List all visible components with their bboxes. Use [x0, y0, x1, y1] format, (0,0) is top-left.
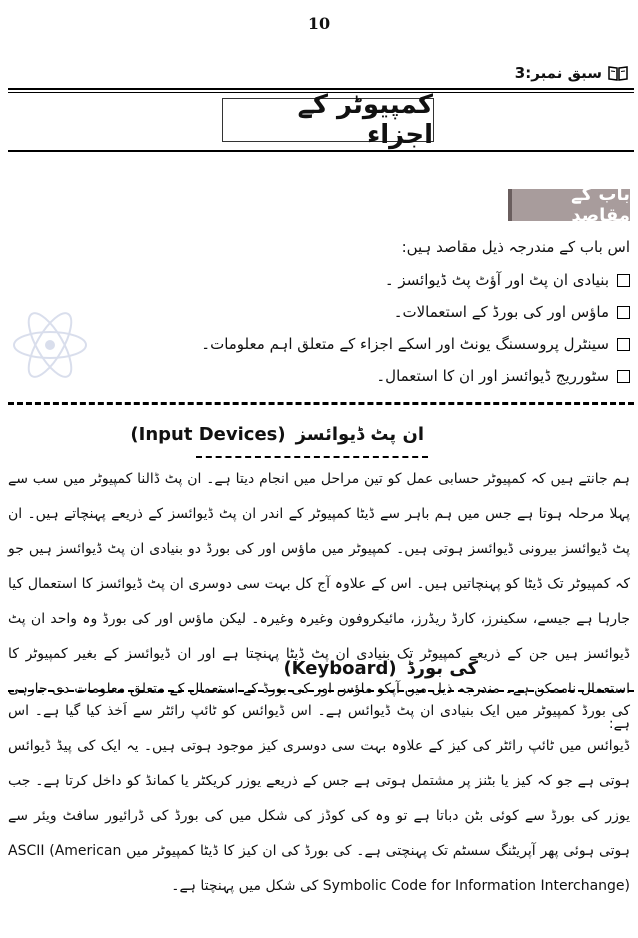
input-devices-heading	[130, 424, 424, 445]
objective-item	[10, 264, 630, 296]
objective-item	[10, 360, 630, 392]
objective-text: ماؤس اور کی بورڈ کے استعمالات۔	[393, 303, 609, 321]
keyboard-paragraph	[8, 694, 630, 904]
objective-item	[10, 296, 630, 328]
objective-text: بنیادی ان پٹ اور آؤٹ پٹ ڈیوائسز ۔	[384, 271, 609, 289]
keyboard-heading-en: (Keyboard)	[283, 658, 397, 679]
keyboard-underline	[8, 690, 634, 692]
input-devices-text: ہم جانتے ہیں کہ کمپیوٹر حسابی عمل کو تین مراحل میں انجام دیتا ہے۔ ان پٹ ڈالنا کمپیوٹر میں سب سے پہلا مرحلہ ہوتا ہے جس میں ہم باہر سے ڈیٹا کمپیوٹر کے اندر ان پٹ ڈیوائسز کے ذریعے پہنچاتے ہیں۔ ان پٹ ڈیوائسز بیرونی ڈیوائسز ہوتی ہیں۔ کمپیوٹر میں ماؤس اور کی بورڈ دو بنیادی ان پٹ ڈیوائسز ہیں جو کہ کمپیوٹر تک ڈیٹا کو پہنچاتیں ہیں۔ اس کے علاوہ آج کل بہت سی دوسری ان پٹ ڈیوائسز کا استعمال کیا جارہا ہے جیسے، سکینرز، کارڈ ریڈرز، مائیکروفون وغیرہ وغیرہ۔ لیکن ماؤس اور کی بورڈ وہ واحد ان پٹ ڈیوائسز ہیں جن کے ذریعے کمپیوٹر تک بنیادی ان پٹ ڈیٹا پہنچتا ہے اور ان ڈیوائسز کے بغیر کمپیوٹر کا استعمال ناممکن ہے۔ مندرجہ ذیل میں آپکو ماؤس اور کی بورڈ کے استعمال کے متعلق معلومات دی جارہی ہے:	[8, 471, 630, 732]
keyboard-heading-urdu: کی بورڈ	[406, 658, 478, 679]
objectives-list	[10, 264, 630, 392]
objective-text: سٹورریج ڈیوائسز اور ان کا استعمال۔	[376, 367, 609, 385]
lesson-number: سبق نمبر:3	[514, 64, 602, 82]
keyboard-text-main: کی بورڈ کمپیوٹر میں ایک بنیادی ان پٹ ڈیوائس ہے۔ اس ڈیوائس کو ٹائپ رائٹر سے اَخذ کیا گیا ہے۔ اس ڈیوائس میں ٹائپ رائٹر کی کیز کے علاوہ بہت سی دوسری کیز موجود ہوتی ہیں۔ یہ ایک کی پیڈ ڈیوائس ہوتی ہے جو کہ کیز یا بٹنز پر مشتمل ہوتی ہے جس کے ذریعے یوزر کریکٹر یا کمانڈ کو داخل کرتا ہے۔ جب یوزر کی بورڈ سے کوئی بٹن دباتا ہے تو وہ کی کوڈز کی شکل میں کی بورڈ کی ڈرائیور سافٹ ویئر سے ہوتی ہوئی پھر آپریٹنگ سسٹم تک پہنچتی ہے۔ کی بورڈ کی ان کیز کا ڈیٹا کمپیوٹر میں	[8, 703, 630, 859]
objective-text: سینٹرل پروسسنگ یونٹ اور اسکے اجزاء کے متعلق اہم معلومات۔	[201, 335, 609, 353]
objectives-badge: باب کے مقاصد	[508, 189, 630, 221]
section-divider	[8, 402, 634, 405]
book-icon	[608, 65, 628, 81]
objective-item	[10, 328, 630, 360]
lesson-label	[515, 64, 628, 82]
checkbox-icon	[617, 370, 630, 383]
keyboard-heading	[283, 658, 478, 679]
input-devices-heading-urdu: ان پٹ ڈیوائسز	[295, 424, 424, 445]
ascii-code-text: ASCII (American Symbolic Code for Information Interchange)	[8, 843, 630, 894]
keyboard-text-end: کی شکل میں پہنچتا ہے۔	[171, 878, 319, 894]
chapter-title: کمپیوٹر کے اجزاء	[222, 98, 434, 142]
title-divider	[8, 150, 634, 152]
keyboard-text	[8, 694, 630, 904]
checkbox-icon	[617, 306, 630, 319]
objectives-intro: اس باب کے مندرجہ ذیل مقاصد ہیں:	[401, 238, 630, 256]
page-number: 10	[307, 14, 331, 33]
input-devices-heading-en: (Input Devices)	[130, 424, 286, 445]
checkbox-icon	[617, 338, 630, 351]
checkbox-icon	[617, 274, 630, 287]
input-devices-underline	[196, 456, 428, 458]
